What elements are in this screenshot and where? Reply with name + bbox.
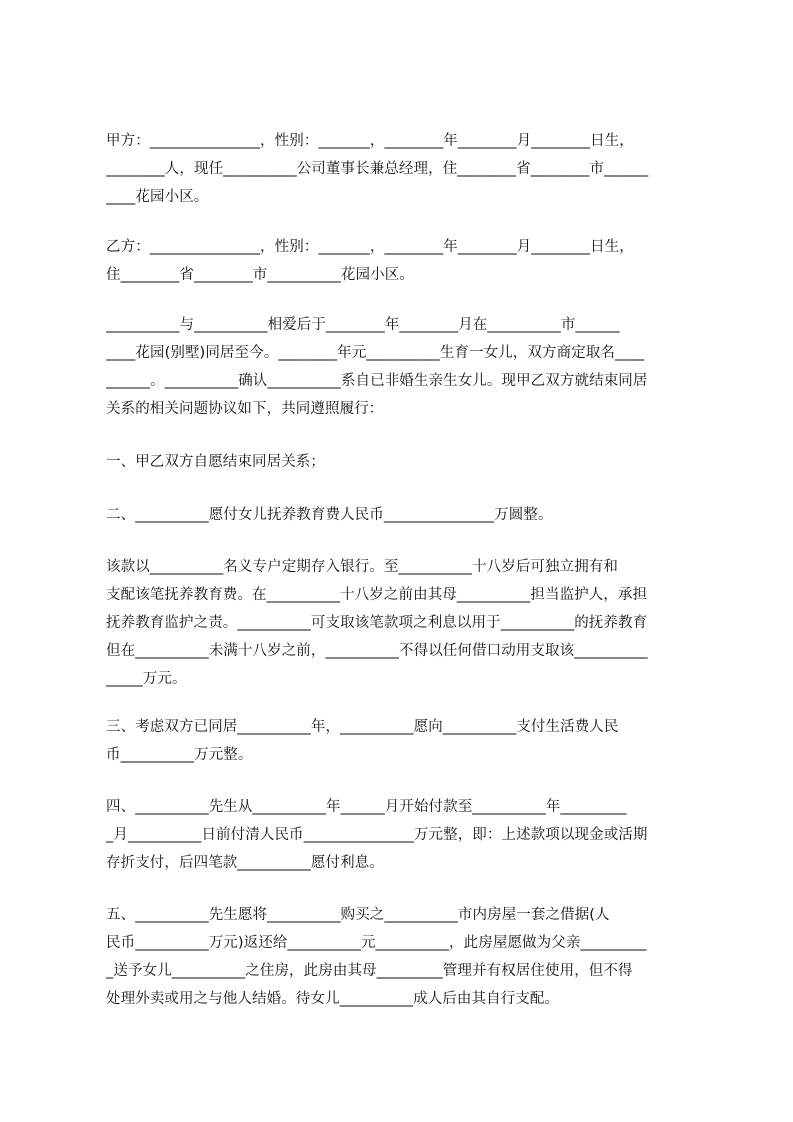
clause-2-detail-line-5: _____万元。 (106, 671, 187, 687)
clause-5-line-2: 民币__________万元)返还给__________元__________，此房屋愿做为父亲_________ (106, 935, 647, 951)
preamble-line-4: 关系的相关问题协议如下，共同遵照履行： (106, 401, 384, 417)
clause-3-line-1: 三、考虑双方已同居__________年，__________愿向__________支付生活费人民 (106, 719, 619, 735)
clause-4-line-3: 存折支付，后四笔款__________愿付利息。 (106, 855, 384, 871)
clause-2-detail-line-4: 但在__________未满十八岁之前，__________不得以任何借口动用支取该__________ (106, 643, 648, 659)
clause-5-line-3: _送予女儿__________之住房，此房由其母_________管理并有权居住使用，但不得 (106, 963, 633, 979)
clause-1-line-1: 一、甲乙双方自愿结束同居关系； (106, 454, 325, 470)
preamble-line-1: __________与__________相爱后于________年________月在__________市______ (106, 317, 620, 333)
clause-5-line-4: 处理外卖或用之与他人结婚。待女儿__________成人后由其自行支配。 (106, 991, 560, 1007)
party-a-line-3: ____花园小区。 (106, 189, 209, 205)
clause-5-line-1: 五、__________先生愿将__________购买之__________市内房屋一套之借据(人 (106, 907, 610, 923)
party-a-line-1: 甲方：_______________，性别：_______，________年________月________日生， (106, 133, 634, 149)
party-b-line-1: 乙方：_______________，性别：_______，________年________月________日生， (106, 239, 634, 255)
preamble-line-3: ______。__________确认__________系自已非婚生亲生女儿。现甲乙双方就结束同居 (106, 373, 648, 389)
clause-4-line-1: 四、__________先生从__________年______月开始付款至__________年_________ (106, 799, 627, 815)
clause-3-line-2: 币__________万元整。 (106, 747, 253, 763)
clause-2-detail-line-1: 该款以__________名义专户定期存入银行。至__________十八岁后可独立拥有和 (106, 559, 618, 575)
clause-4-line-2: _月__________日前付清人民币_______________万元整，即：上述款项以现金或活期 (106, 827, 648, 843)
clause-2-line-1: 二、__________愿付女儿抚养教育费人民币_______________万圆整。 (106, 507, 553, 523)
party-b-line-2: 住________省________市__________花园小区。 (106, 267, 414, 283)
clause-2-detail-line-2: 支配该笔抚养教育费。在__________十八岁之前由其母__________担当监护人，承担 (106, 587, 648, 603)
party-a-line-2: ________人，现任__________公司董事长兼总经理，住________省________市______ (106, 161, 649, 177)
clause-2-detail-line-3: 抚养教育监护之责。__________可支取该笔款项之利息以用于__________的抚养教育 (106, 615, 648, 631)
preamble-line-2: ____花园(别墅)同居至今。________年元__________生育一女儿，双方商定取名____ (106, 345, 645, 361)
